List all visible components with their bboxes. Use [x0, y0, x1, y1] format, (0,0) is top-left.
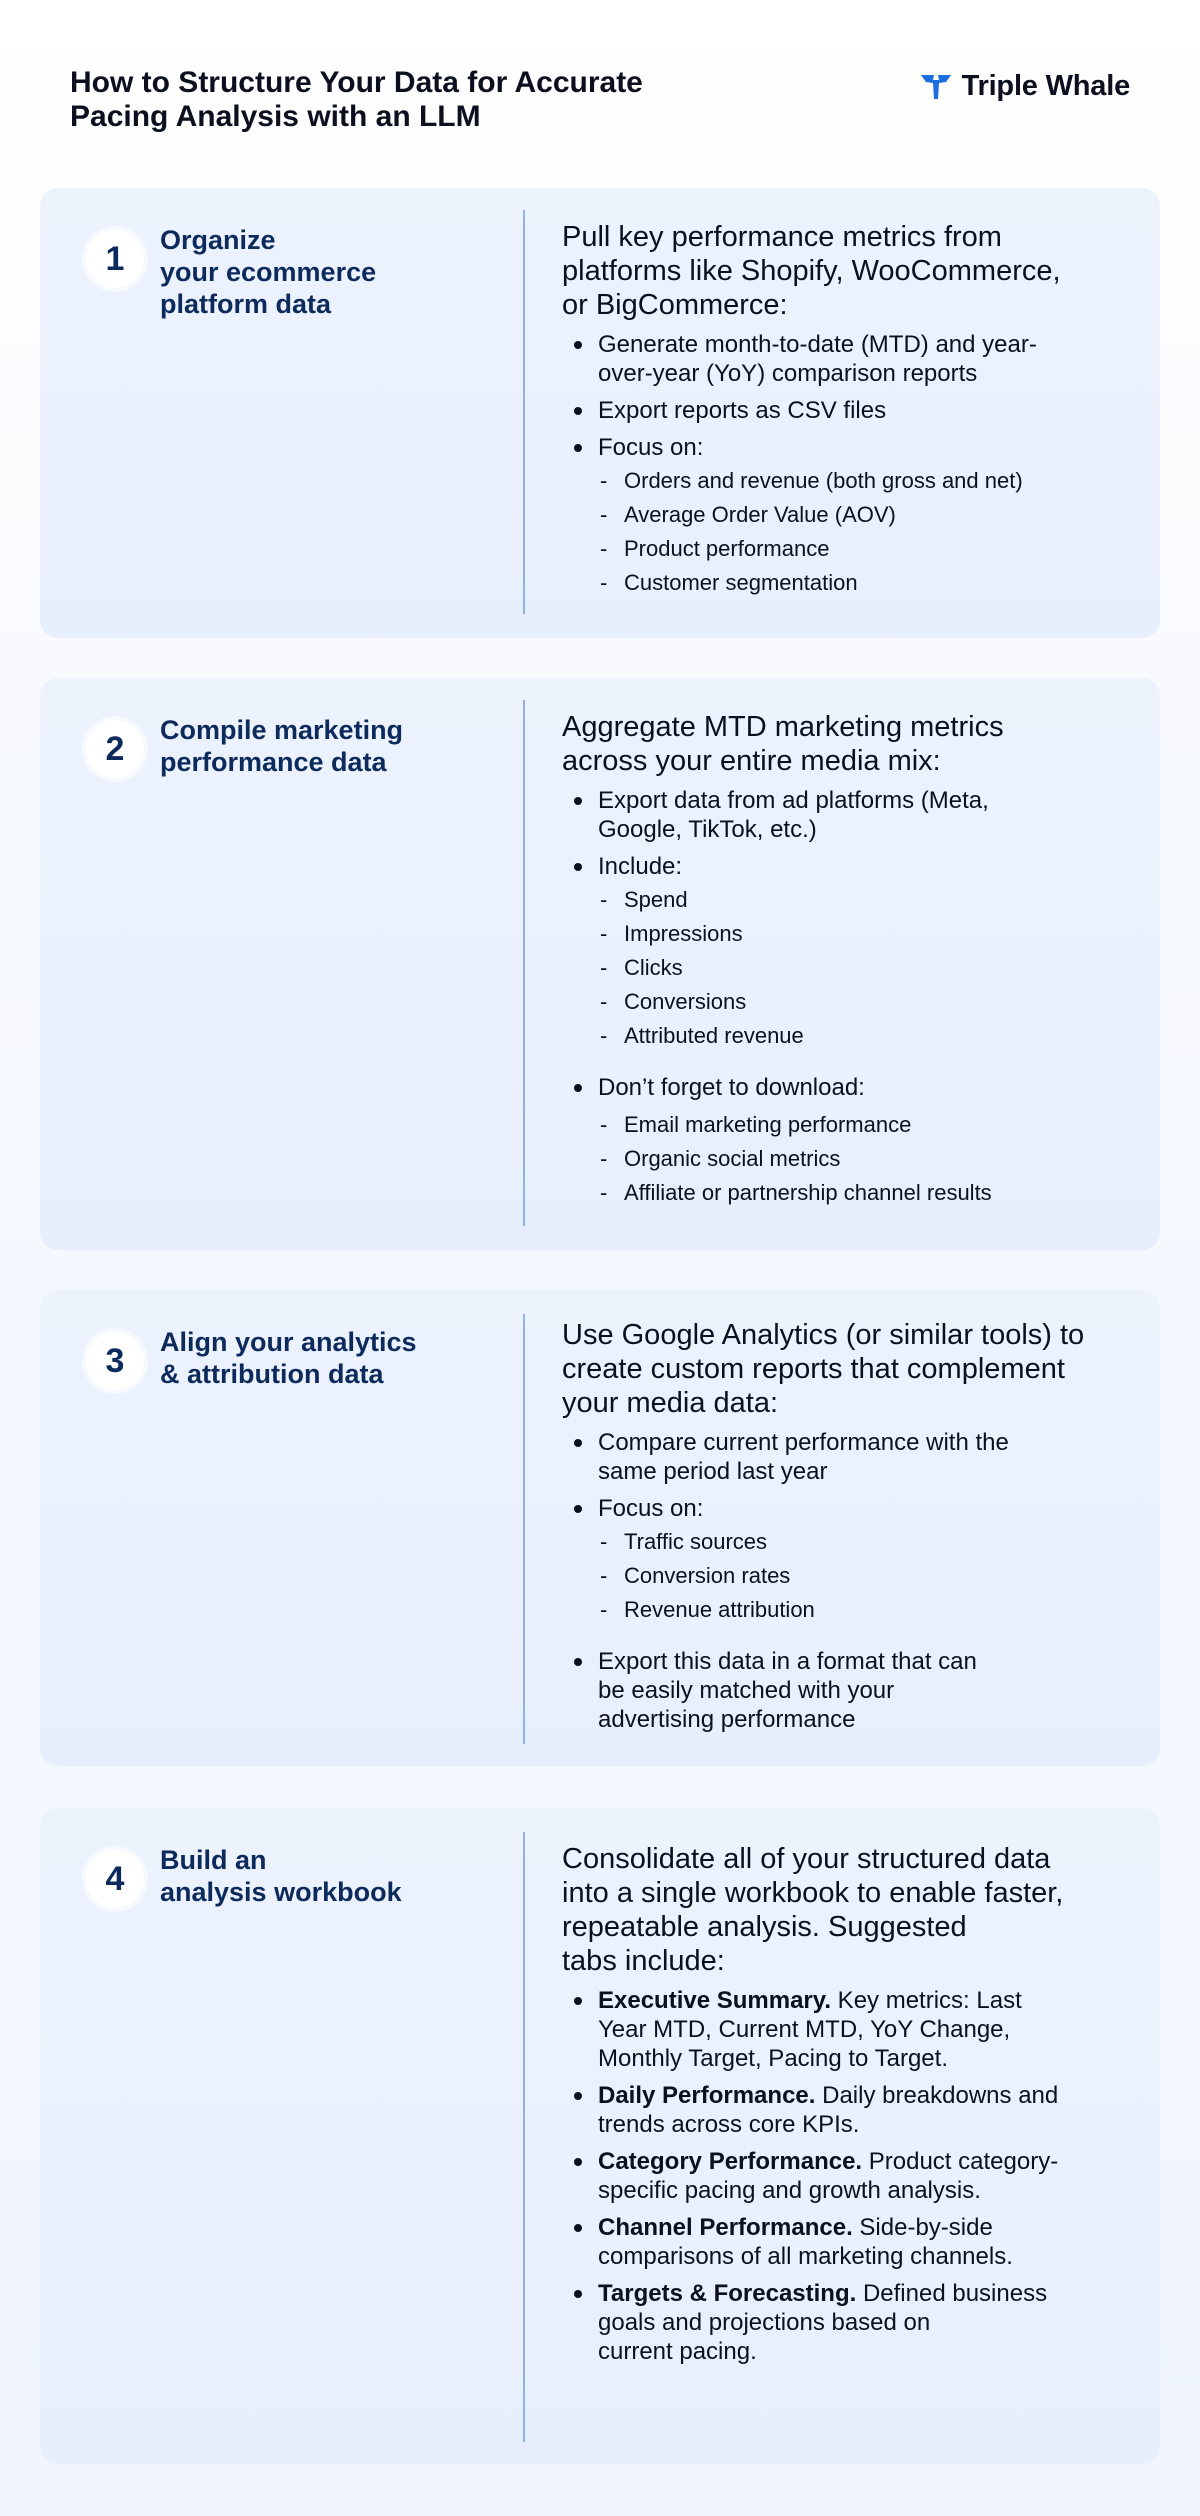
- lead-line: into a single workbook to enable faster,: [562, 1877, 1064, 1909]
- step-content: [562, 1318, 1122, 1734]
- lead-line: Use Google Analytics (or similar tools) to: [562, 1319, 1085, 1351]
- sub-list: [598, 1108, 1122, 1210]
- step-lead-text: [562, 1318, 1122, 1420]
- sub-list-item: - Conversions: [598, 985, 1122, 1019]
- lead-line: across your entire media mix:: [562, 745, 941, 777]
- sub-list: [598, 464, 1122, 600]
- brand-logo[interactable]: [920, 70, 1130, 103]
- list-item: [562, 1073, 1122, 1210]
- tab-description: Product category-: [862, 2148, 1059, 2175]
- tab-description: Daily breakdowns and: [815, 2082, 1059, 2109]
- step-title-line: Build an: [160, 1845, 267, 1875]
- step-card-1: [40, 188, 1160, 638]
- list-item: [562, 1647, 1122, 1734]
- tab-description: comparisons of all marketing channels.: [598, 2243, 1013, 2270]
- lead-line: Aggregate MTD marketing metrics: [562, 711, 1004, 743]
- step-title-line: Organize: [160, 225, 276, 255]
- list-item: [562, 1428, 1122, 1486]
- sub-list-item: - Traffic sources: [598, 1525, 1122, 1559]
- sub-list: [598, 883, 1122, 1053]
- list-item: [562, 330, 1122, 388]
- lead-line: repeatable analysis. Suggested: [562, 1911, 967, 1943]
- lead-line: your media data:: [562, 1387, 779, 1419]
- step-title-line: your ecommerce: [160, 257, 377, 287]
- lead-line: platforms like Shopify, WooCommerce,: [562, 255, 1061, 287]
- step-title-line: Compile marketing: [160, 715, 404, 745]
- step-title-line: performance data: [160, 747, 387, 777]
- bullet-text: same period last year: [598, 1458, 828, 1485]
- step-card-3: [40, 1290, 1160, 1766]
- step-title: [160, 1844, 460, 1908]
- lead-line: tabs include:: [562, 1945, 725, 1977]
- brand-name: Triple Whale: [961, 70, 1130, 102]
- sub-list-item: - Attributed revenue: [598, 1019, 1122, 1053]
- step-title: [160, 224, 460, 320]
- list-item: [562, 2147, 1122, 2205]
- step-number-badge: 2: [86, 720, 144, 778]
- step-title-line: Align your analytics: [160, 1327, 417, 1357]
- sub-list-item: - Revenue attribution: [598, 1593, 1122, 1627]
- tab-description: Side-by-side: [852, 2214, 993, 2241]
- list-item: [562, 2279, 1122, 2366]
- whale-tail-logo-icon: [920, 73, 952, 101]
- bullet-text: Compare current performance with the: [598, 1429, 1009, 1456]
- step-content: [562, 220, 1122, 600]
- workbook-tab-list: [562, 1986, 1122, 2366]
- bullet-text: Focus on:: [598, 434, 704, 461]
- tab-description: goals and projections based on: [598, 2309, 931, 2336]
- page-header: [70, 66, 1130, 146]
- sub-list-item: - Organic social metrics: [598, 1142, 1122, 1176]
- sub-list-item: - Affiliate or partnership channel results: [598, 1176, 1122, 1210]
- tab-description: Key metrics: Last: [831, 1987, 1022, 2014]
- bullet-text: Export this data in a format that can: [598, 1648, 977, 1675]
- sub-list-item: - Conversion rates: [598, 1559, 1122, 1593]
- bullet-text: Include:: [598, 853, 683, 880]
- sub-list-item: - Orders and revenue (both gross and net): [598, 464, 1122, 498]
- step-lead-text: [562, 220, 1122, 322]
- list-item: [562, 2213, 1122, 2271]
- list-item: [562, 852, 1122, 1053]
- step-number-badge: 3: [86, 1332, 144, 1390]
- sub-list-item: - Clicks: [598, 951, 1122, 985]
- lead-line: Consolidate all of your structured data: [562, 1843, 1051, 1875]
- lead-line: create custom reports that complement: [562, 1353, 1065, 1385]
- tab-description: Defined business: [856, 2280, 1048, 2307]
- list-item: [562, 1494, 1122, 1627]
- sub-list-item: - Email marketing performance: [598, 1108, 1122, 1142]
- tab-description: current pacing.: [598, 2338, 757, 2365]
- step-title: [160, 714, 460, 778]
- bullet-list: [562, 330, 1122, 600]
- step-number-badge: 1: [86, 230, 144, 288]
- bullet-text: advertising performance: [598, 1706, 856, 1733]
- bullet-text: Google, TikTok, etc.): [598, 816, 817, 843]
- vertical-divider: [523, 210, 525, 614]
- tab-name: Daily Performance.: [598, 2082, 816, 2109]
- page-title: [70, 66, 710, 134]
- bullet-text: over-year (YoY) comparison reports: [598, 360, 978, 387]
- step-title-line: & attribution data: [160, 1359, 384, 1389]
- list-item: [562, 433, 1122, 600]
- page-title-line-2: Pacing Analysis with an LLM: [70, 100, 481, 133]
- bullet-text: be easily matched with your: [598, 1677, 895, 1704]
- sub-list-item: - Customer segmentation: [598, 566, 1122, 600]
- tab-description: trends across core KPIs.: [598, 2111, 860, 2138]
- vertical-divider: [523, 1314, 525, 1744]
- bullet-text: Focus on:: [598, 1495, 704, 1522]
- lead-line: Pull key performance metrics from: [562, 221, 1002, 253]
- tab-description: Year MTD, Current MTD, YoY Change,: [598, 2016, 1011, 2043]
- bullet-list: [562, 1428, 1122, 1734]
- step-title-line: analysis workbook: [160, 1877, 402, 1907]
- tab-description: Monthly Target, Pacing to Target.: [598, 2045, 948, 2072]
- list-item: [562, 396, 1122, 425]
- step-lead-text: [562, 1842, 1122, 1978]
- tab-name: Category Performance.: [598, 2148, 863, 2175]
- bullet-text: Export reports as CSV files: [598, 397, 887, 424]
- page-title-line-1: How to Structure Your Data for Accurate: [70, 66, 643, 99]
- tab-name: Targets & Forecasting.: [598, 2280, 857, 2307]
- tab-name: Executive Summary.: [598, 1987, 832, 2014]
- sub-list-item: - Product performance: [598, 532, 1122, 566]
- list-item: [562, 2081, 1122, 2139]
- vertical-divider: [523, 1832, 525, 2442]
- step-content: [562, 1842, 1122, 2366]
- vertical-divider: [523, 700, 525, 1226]
- step-title: [160, 1326, 460, 1390]
- tab-name: Channel Performance.: [598, 2214, 853, 2241]
- step-number-badge: 4: [86, 1850, 144, 1908]
- lead-line: or BigCommerce:: [562, 289, 788, 321]
- step-lead-text: [562, 710, 1122, 778]
- bullet-text: Don’t forget to download:: [598, 1074, 865, 1101]
- sub-list-item: - Average Order Value (AOV): [598, 498, 1122, 532]
- bullet-text: Export data from ad platforms (Meta,: [598, 787, 989, 814]
- bullet-text: Generate month-to-date (MTD) and year-: [598, 331, 1037, 358]
- sub-list-item: - Impressions: [598, 917, 1122, 951]
- list-item: [562, 786, 1122, 844]
- step-card-2: [40, 678, 1160, 1250]
- sub-list: [598, 1525, 1122, 1627]
- tab-description: specific pacing and growth analysis.: [598, 2177, 981, 2204]
- step-content: [562, 710, 1122, 1210]
- step-title-line: platform data: [160, 289, 332, 319]
- bullet-list: [562, 786, 1122, 1210]
- sub-list-item: - Spend: [598, 883, 1122, 917]
- list-item: [562, 1986, 1122, 2073]
- step-card-4: [40, 1808, 1160, 2464]
